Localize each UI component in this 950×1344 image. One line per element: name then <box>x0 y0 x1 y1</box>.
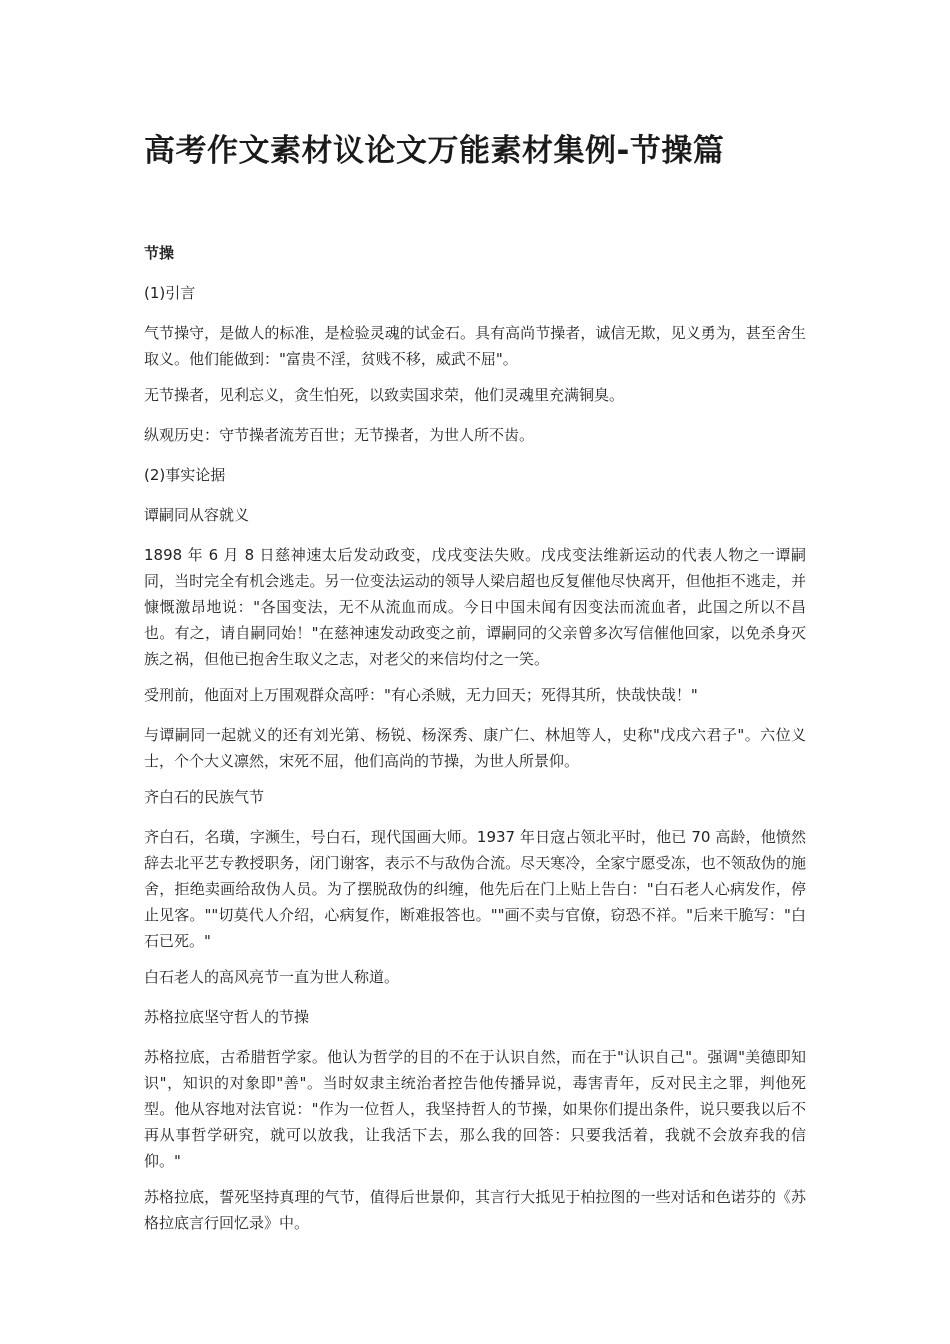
paragraph: 纵观历史：守节操者流芳百世；无节操者，为世人所不齿。 <box>144 426 535 444</box>
paragraph: 苏格拉底，誓死坚持真理的气节，值得后世景仰，其言行大抵见于柏拉图的一些对话和色诺芬的《苏格拉底言行回忆录》中。 <box>144 1188 806 1232</box>
paragraph: 无节操者，见利忘义，贪生怕死，以致卖国求荣，他们灵魂里充满铜臭。 <box>144 386 625 404</box>
subheading-qi-baishi: 齐白石的民族气节 <box>144 788 265 806</box>
paragraph: 齐白石，名璜，字濒生，号白石，现代国画大师。1937 年日寇占领北平时，他已 70 高龄，他愤然辞去北平艺专教授职务，闭门谢客，表示不与敌伪合流。尽天寒冷，全家宁愿受冻，也不领敌伪的施舍，拒绝卖画给敌伪人员。为了摆脱敌伪的纠缠，他先后在门上贴上告白："白石老人心病发作，停止见客。""切莫代人介绍，心病复作，断难报答也。""画不卖与官僚，窃恐不祥。"后来干脆写："白石已死。" <box>144 828 806 950</box>
subheading-facts: (2)事实论据 <box>144 466 226 484</box>
paragraph: 苏格拉底，古希腊哲学家。他认为哲学的目的不在于认识自然，而在于"认识自己"。强调"美德即知识"，知识的对象即"善"。当时奴隶主统治者控告他传播异说，毒害青年，反对民主之罪，判他死型。他从容地对法官说："作为一位哲人，我坚持哲人的节操，如果你们提出条件，说只要我以后不再从事哲学研究，就可以放我，让我活下去，那么我的回答：只要我活着，我就不会放弃我的信仰。" <box>144 1048 806 1170</box>
paragraph: 1898 年 6 月 8 日慈神速太后发动政变，戊戌变法失败。戊戌变法维新运动的代表人物之一谭嗣同，当时完全有机会逃走。另一位变法运动的领导人梁启超也反复催他尽快离开，但他拒不逃走，并慷慨激昂地说："各国变法，无不从流血而成。今日中国未闻有因变法而流血者，此国之所以不昌也。有之，请自嗣同始！"在慈神速发动政变之前，谭嗣同的父亲曾多次写信催他回家，以免杀身灭族之祸，但他已抱舍生取义之志，对老父的来信均付之一笑。 <box>144 546 806 668</box>
document-body <box>144 240 806 1246</box>
paragraph: 与谭嗣同一起就义的还有刘光第、杨锐、杨深秀、康广仁、林旭等人，史称"戊戌六君子"。六位义士，个个大义凛然，宋死不屈，他们高尚的节操，为世人所景仰。 <box>144 726 806 770</box>
section-heading: 节操 <box>144 244 175 262</box>
subheading-socrates: 苏格拉底坚守哲人的节操 <box>144 1008 310 1026</box>
subheading-tan-sitong: 谭嗣同从容就义 <box>144 506 250 524</box>
subheading-introduction: (1)引言 <box>144 284 196 302</box>
paragraph: 气节操守，是做人的标准，是检验灵魂的试金石。具有高尚节操者，诚信无欺，见义勇为，甚至舍生取义。他们能做到："富贵不淫，贫贱不移，威武不屈"。 <box>144 324 806 368</box>
paragraph: 受刑前，他面对上万围观群众高呼："有心杀贼，无力回天；死得其所，快哉快哉！" <box>144 686 698 704</box>
paragraph: 白石老人的高风亮节一直为世人称道。 <box>144 968 400 986</box>
document-title: 高考作文素材议论文万能素材集例-节操篇 <box>144 133 725 169</box>
